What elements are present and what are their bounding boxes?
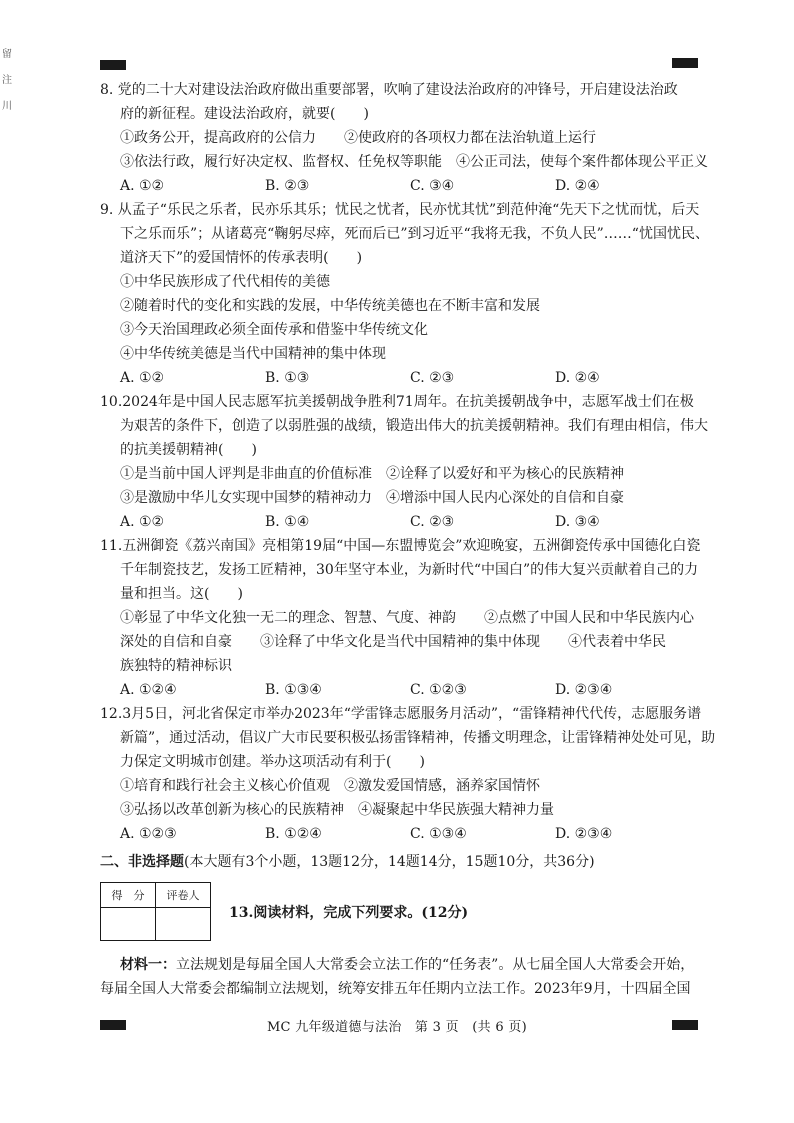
option-b: B. ①④ (265, 514, 310, 530)
question-9 (100, 198, 709, 390)
option-c: C. ①②③ (410, 682, 467, 698)
statement-line: ③今天治国理政必须全面传承和借鉴中华传统文化 (120, 322, 428, 338)
question-stem-line: 府的新征程。建设法治政府，就要( ) (120, 106, 369, 122)
option-b: B. ②③ (265, 178, 310, 194)
statement-line: ①中华民族形成了代代相传的美德 (120, 274, 330, 290)
material-text: 每届全国人大常委会都编制立法规划，统筹安排五年任期内立法工作。2023年9月，十四届全国 (100, 981, 691, 997)
option-a: A. ①② (120, 370, 165, 386)
margin-note-2: 注 (2, 75, 12, 86)
option-b: B. ①③④ (265, 682, 322, 698)
grader-cell[interactable] (156, 908, 211, 941)
question-stem-line: 9. 从孟子“乐民之乐者，民亦乐其乐；忧民之忧者，民亦忧其忧”到范仲淹“先天下之忧而忧，后天 (100, 202, 700, 218)
question-12 (100, 702, 716, 846)
option-b: B. ①②④ (265, 826, 322, 842)
option-b: B. ①③ (265, 370, 310, 386)
registration-mark-top-right (672, 58, 698, 68)
statement-line: 深处的自信和自豪 ③诠释了中华文化是当代中国精神的集中体现 ④代表着中华民 (120, 634, 666, 650)
section-title: 二、非选择题 (100, 854, 184, 870)
section-heading (100, 848, 700, 876)
question-11 (100, 534, 700, 702)
questions-area (100, 78, 716, 1001)
option-a: A. ①② (120, 514, 165, 530)
question-stem-line: 的抗美援朝精神( ) (120, 442, 257, 458)
question-stem-line: 8. 党的二十大对建设法治政府做出重要部署，吹响了建设法治政府的冲锋号，开启建设法治政 (100, 82, 678, 98)
answer-options (100, 510, 700, 534)
statement-line: ③依法行政，履行好决定权、监督权、任免权等职能 ④公正司法，使每个案件都体现公平正义 (120, 154, 708, 170)
statement-line: ①政务公开，提高政府的公信力 ②使政府的各项权力都在法治轨道上运行 (120, 130, 596, 146)
page-footer: MC 九年级道德与法治 第 3 页 (共 6 页) (266, 1020, 528, 1035)
statement-line: ①彰显了中华文化独一无二的理念、智慧、气度、神韵 ②点燃了中国人民和中华民族内心 (120, 610, 694, 626)
score-cell[interactable] (101, 908, 156, 941)
statement-line: ③是激励中华儿女实现中国梦的精神动力 ④增添中国人民内心深处的自信和自豪 (120, 490, 624, 506)
option-a: A. ①② (120, 178, 165, 194)
question-stem-line: 为艰苦的条件下，创造了以弱胜强的战绩，锻造出伟大的抗美援朝精神。我们有理由相信，伟大 (120, 418, 708, 434)
question-stem-line: 量和担当。这( ) (120, 586, 243, 602)
option-d: D. ②④ (555, 178, 600, 194)
margin-note-1: 留 (2, 49, 12, 60)
option-d: D. ②③④ (555, 682, 613, 698)
question-10 (100, 390, 708, 534)
question-stem-line: 10.2024年是中国人民志愿军抗美援朝战争胜利71周年。在抗美援朝战争中，志愿军战士们在极 (100, 394, 694, 410)
option-a: A. ①②③ (120, 826, 177, 842)
answer-options (100, 174, 700, 198)
grader-label: 评卷人 (156, 883, 211, 908)
option-d: D. ③④ (555, 514, 600, 530)
question-stem-line: 11.五洲御瓷《荔兴南国》亮相第19届“中国—东盟博览会”欢迎晚宴，五洲御瓷传承中国德化白瓷 (100, 538, 701, 554)
statement-line: ②随着时代的变化和实践的发展，中华传统美德也在不断丰富和发展 (120, 298, 540, 314)
statement-line: ③弘扬以改革创新为核心的民族精神 ④凝聚起中华民族强大精神力量 (120, 802, 554, 818)
question-stem-line: 下之乐而乐”；从诸葛亮“鞠躬尽瘁，死而后已”到习近平“我将无我，不负人民”……“忧国忧民、 (120, 226, 709, 242)
section-note: (本大题有3个小题，13题12分，14题14分，15题10分，共36分) (184, 854, 595, 870)
question-stem-line: 12.3月5日，河北省保定市举办2023年“学雷锋志愿服务月活动”，“雷锋精神代代传，志愿服务谱 (100, 706, 702, 722)
material-text: 立法规划是每届全国人大常委会立法工作的“任务表”。从七届全国人大常委会开始， (176, 957, 695, 973)
q13-header (100, 882, 700, 941)
statement-line: ①是当前中国人评判是非曲直的价值标准 ②诠释了以爱好和平为核心的民族精神 (120, 466, 624, 482)
material-label: 材料一： (120, 957, 176, 973)
option-d: D. ②④ (555, 370, 600, 386)
question-8 (100, 78, 708, 198)
margin-note-3: 川 (2, 101, 12, 112)
option-c: C. ②③ (410, 514, 455, 530)
option-c: C. ①③④ (410, 826, 467, 842)
material-1 (100, 953, 700, 1001)
statement-line: ④中华传统美德是当代中国精神的集中体现 (120, 346, 386, 362)
answer-options (100, 822, 700, 846)
answer-options (100, 366, 700, 390)
question-stem-line: 道济天下”的爱国情怀的传承表明( ) (120, 250, 363, 266)
answer-options (100, 678, 700, 702)
statement-line: 族独特的精神标识 (120, 658, 232, 674)
option-c: C. ③④ (410, 178, 455, 194)
option-c: C. ②③ (410, 370, 455, 386)
question-stem-line: 千年制瓷技艺，发扬工匠精神，30年坚守本业，为新时代“中国白”的伟大复兴贡献着自己的力 (120, 562, 699, 578)
question-13-title: 13.阅读材料，完成下列要求。(12分) (229, 904, 469, 921)
statement-line: ①培育和践行社会主义核心价值观 ②激发爱国情感，涵养家国情怀 (120, 778, 540, 794)
option-a: A. ①②④ (120, 682, 177, 698)
score-table (100, 882, 211, 941)
question-stem-line: 力保定文明城市创建。举办这项活动有利于( ) (120, 754, 425, 770)
score-label: 得 分 (101, 883, 156, 908)
registration-mark-top-left (100, 60, 126, 70)
question-stem-line: 新篇”，通过活动，倡议广大市民要积极弘扬雷锋精神，传播文明理念，让雷锋精神处处可见，助 (120, 730, 716, 746)
option-d: D. ②③④ (555, 826, 613, 842)
